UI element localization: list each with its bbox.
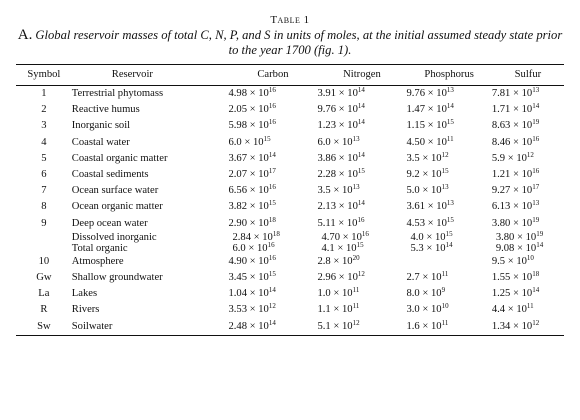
value-nitrogen: $3.91 \times 10^{14}$: [317, 86, 365, 100]
cell-sulfur: [492, 199, 564, 215]
cell-nitrogen: [317, 183, 406, 199]
cell-symbol: 7: [41, 185, 47, 197]
cell-carbon: [228, 151, 317, 167]
value-sulfur: $7.81 \times 10^{13}$: [491, 86, 540, 100]
value-sulfur: $6.13 \times 10^{13}$: [491, 199, 540, 213]
cell-phosphorus: [406, 183, 491, 199]
cell-carbon: [228, 86, 317, 103]
table-subrow-block: [16, 232, 564, 254]
value-phosphorus: $5.0 \times 10^{13}$: [406, 183, 449, 197]
cell-nitrogen: [317, 199, 406, 215]
value-carbon: $2.05 \times 10^{16}$: [228, 102, 276, 116]
value-sulfur: $5.9 \times 10^{12}$: [491, 150, 534, 164]
caption-text: Global reservoir masses of total C, N, P, and S in units of moles, at the initial assumed steady state prior to the year 1700 (fig. 1).: [35, 28, 563, 57]
table-row: [16, 286, 564, 302]
header-carbon: Carbon: [228, 65, 317, 86]
table-row: [16, 302, 564, 318]
cell-reservoir: Reactive humus: [71, 104, 140, 116]
value-carbon: $3.67 \times 10^{14}$: [228, 150, 276, 164]
sub-label: Dissolved inorganic: [71, 231, 157, 243]
value-sulfur: $1.34 \times 10^{12}$: [491, 318, 540, 332]
cell-carbon: [228, 102, 317, 118]
cell-phosphorus: [406, 118, 491, 134]
cell-sulfur: [492, 286, 564, 302]
table-header-row: [16, 65, 564, 86]
cell-sulfur: [492, 254, 564, 270]
cell-symbol: 10: [38, 255, 50, 267]
value-carbon: $2.48 \times 10^{14}$: [228, 318, 276, 332]
cell-sulfur: [492, 151, 564, 167]
cell-nitrogen: [317, 86, 406, 103]
cell-sulfur: [492, 318, 564, 336]
table-row: [16, 183, 564, 199]
cell-sulfur: [492, 183, 564, 199]
value-carbon: $6.56 \times 10^{16}$: [228, 183, 276, 197]
value-nitrogen: $3.86 \times 10^{14}$: [317, 150, 365, 164]
value-nitrogen: $1.0 \times 10^{11}$: [317, 286, 360, 300]
value-sulfur: $1.25 \times 10^{14}$: [491, 286, 540, 300]
value-sulfur: $9.27 \times 10^{17}$: [491, 183, 540, 197]
cell-symbol: Gw: [36, 271, 52, 283]
cell-carbon: [228, 199, 317, 215]
cell-sulfur: [492, 216, 564, 232]
cell-carbon: [228, 135, 317, 151]
value-nitrogen: $2.96 \times 10^{12}$: [317, 269, 365, 283]
cell-reservoir: Coastal sediments: [71, 169, 149, 181]
value-carbon: $3.45 \times 10^{15}$: [228, 269, 276, 283]
cell-symbol: 3: [41, 120, 47, 132]
sub-value-sulfur: $9.08 \times 10^{14}$: [495, 240, 544, 254]
value-carbon: $5.98 \times 10^{16}$: [228, 118, 276, 132]
value-carbon: $4.90 \times 10^{16}$: [228, 253, 276, 267]
value-carbon: $3.82 \times 10^{15}$: [228, 199, 276, 213]
cell-nitrogen: [317, 118, 406, 134]
value-carbon: $3.53 \times 10^{12}$: [228, 302, 276, 316]
cell-reservoir: Terrestrial phytomass: [71, 88, 164, 100]
cell-nitrogen: [317, 270, 406, 286]
cell-symbol: 2: [41, 104, 47, 116]
cell-phosphorus: [406, 302, 491, 318]
cell-reservoir: Soilwater: [72, 318, 229, 336]
table-row: [16, 86, 564, 103]
cell-phosphorus: [406, 135, 491, 151]
cell-symbol: 1: [41, 88, 47, 100]
sub-value-nitrogen: $4.1 \times 10^{15}$: [321, 240, 364, 254]
cell-phosphorus: [406, 86, 491, 103]
cell-carbon: [228, 254, 317, 270]
cell-symbol: 5: [41, 152, 47, 164]
cell-reservoir: Inorganic soil: [71, 120, 131, 132]
cell-symbol: 4: [41, 136, 47, 148]
table-row: [16, 270, 564, 286]
value-phosphorus: $8.0 \times 10^9$: [406, 286, 446, 300]
table-row: [16, 254, 564, 270]
cell-carbon: [228, 270, 317, 286]
table-row: [16, 318, 564, 336]
sub-value-sulfur: $3.80 \times 10^{19}$: [495, 229, 544, 243]
cell-nitrogen: [317, 167, 406, 183]
value-nitrogen: $1.1 \times 10^{11}$: [317, 302, 360, 316]
header-reservoir: Reservoir: [72, 65, 229, 86]
cell-reservoir: Ocean organic matter: [71, 201, 163, 213]
cell-sulfur: [492, 86, 564, 103]
cell-phosphorus: [406, 286, 491, 302]
value-nitrogen: $2.28 \times 10^{15}$: [317, 167, 365, 181]
cell-reservoir: Deep ocean water: [71, 217, 148, 229]
cell-nitrogen: [317, 254, 406, 270]
cell-sub-carbon: [228, 229, 317, 254]
cell-nitrogen: [317, 286, 406, 302]
cell-sulfur: [492, 270, 564, 286]
value-sulfur: $1.21 \times 10^{16}$: [491, 167, 540, 181]
cell-reservoir: Atmosphere: [71, 255, 124, 267]
cell-carbon: [228, 183, 317, 199]
value-phosphorus: $9.2 \times 10^{15}$: [406, 167, 449, 181]
sub-value-phosphorus: $5.3 \times 10^{14}$: [410, 240, 453, 254]
cell-symbol: 6: [41, 169, 47, 181]
cell-carbon: [228, 318, 317, 336]
header-sulfur: Sulfur: [492, 65, 564, 86]
value-phosphorus: $3.5 \times 10^{12}$: [406, 150, 449, 164]
value-phosphorus: $4.53 \times 10^{15}$: [406, 215, 454, 229]
sub-value-nitrogen: $4.70 \times 10^{16}$: [321, 229, 369, 243]
cell-sulfur: [492, 167, 564, 183]
value-sulfur: $3.80 \times 10^{19}$: [491, 215, 540, 229]
value-sulfur: $4.4 \times 10^{11}$: [491, 302, 534, 316]
value-carbon: $1.04 \times 10^{14}$: [228, 286, 276, 300]
value-sulfur: $1.71 \times 10^{14}$: [491, 102, 540, 116]
table-row: [16, 151, 564, 167]
header-phosphorus: Phosphorus: [406, 65, 491, 86]
value-nitrogen: $3.5 \times 10^{13}$: [317, 183, 360, 197]
cell-nitrogen: [317, 151, 406, 167]
cell-sulfur: [492, 118, 564, 134]
sub-value-phosphorus: $4.0 \times 10^{15}$: [410, 229, 453, 243]
cell-phosphorus: [406, 199, 491, 215]
cell-reservoir: Coastal organic matter: [71, 152, 168, 164]
cell-reservoir: Ocean surface water: [71, 185, 159, 197]
value-nitrogen: $2.13 \times 10^{14}$: [317, 199, 365, 213]
cell-sulfur: [492, 135, 564, 151]
cell-sub-labels: [72, 232, 229, 254]
value-phosphorus: $2.7 \times 10^{11}$: [406, 269, 449, 283]
cell-sub-nitrogen: [317, 229, 406, 254]
table-row: [16, 216, 564, 232]
cell-nitrogen: [317, 318, 406, 336]
value-phosphorus: $9.76 \times 10^{13}$: [406, 86, 454, 100]
value-nitrogen: $9.76 \times 10^{14}$: [317, 102, 365, 116]
cell-carbon: [228, 118, 317, 134]
cell-sulfur: [492, 102, 564, 118]
value-carbon: $4.98 \times 10^{16}$: [228, 86, 276, 100]
table-row: [16, 102, 564, 118]
cell-symbol: R: [40, 304, 48, 316]
cell-carbon: [228, 286, 317, 302]
sub-value-carbon: $6.0 \times 10^{16}$: [232, 240, 275, 254]
table-row: [16, 167, 564, 183]
table-label: Table 1: [270, 14, 310, 26]
value-nitrogen: $2.8 \times 10^{20}$: [317, 253, 360, 267]
value-nitrogen: $5.11 \times 10^{16}$: [317, 215, 365, 229]
cell-phosphorus: [406, 167, 491, 183]
value-nitrogen: $6.0 \times 10^{13}$: [317, 134, 360, 148]
cell-symbol: Sw: [16, 318, 72, 336]
table-row: [16, 199, 564, 215]
table-caption: [16, 28, 564, 58]
cell-sub-phosphorus: [406, 229, 491, 254]
value-nitrogen: $5.1 \times 10^{12}$: [317, 318, 360, 332]
value-nitrogen: $1.23 \times 10^{14}$: [317, 118, 365, 132]
value-phosphorus: $1.15 \times 10^{15}$: [406, 118, 454, 132]
cell-carbon: [228, 167, 317, 183]
cell-reservoir: Shallow groundwater: [71, 271, 163, 283]
cell-symbol: 8: [41, 201, 47, 213]
value-carbon: $2.07 \times 10^{17}$: [228, 167, 276, 181]
header-nitrogen: Nitrogen: [317, 65, 406, 86]
cell-symbol: 9: [41, 217, 47, 229]
sub-value-carbon: $2.84 \times 10^{18}$: [232, 229, 280, 243]
table-row: [16, 135, 564, 151]
cell-nitrogen: [317, 135, 406, 151]
cell-reservoir: Coastal water: [71, 136, 130, 148]
table-body: [16, 86, 564, 336]
value-phosphorus: $1.47 \times 10^{14}$: [406, 102, 454, 116]
sub-label: Total organic: [71, 242, 128, 254]
cell-carbon: [228, 302, 317, 318]
value-phosphorus: $4.50 \times 10^{11}$: [406, 134, 454, 148]
cell-reservoir: Rivers: [71, 304, 100, 316]
value-sulfur: $8.63 \times 10^{19}$: [491, 118, 540, 132]
value-phosphorus: $3.61 \times 10^{13}$: [406, 199, 454, 213]
value-phosphorus: $1.6 \times 10^{11}$: [406, 318, 449, 332]
header-symbol: Symbol: [16, 65, 72, 86]
value-sulfur: $8.46 \times 10^{16}$: [491, 134, 540, 148]
cell-phosphorus: [406, 318, 491, 336]
cell-phosphorus: [406, 254, 491, 270]
cell-nitrogen: [317, 102, 406, 118]
cell-symbol: [16, 232, 72, 254]
value-sulfur: $9.5 \times 10^{10}$: [491, 253, 534, 267]
value-carbon: $6.0 \times 10^{15}$: [228, 134, 271, 148]
cell-reservoir: Lakes: [71, 288, 98, 300]
table-row: [16, 118, 564, 134]
cell-symbol: La: [38, 288, 50, 300]
cell-sulfur: [492, 302, 564, 318]
cell-phosphorus: [406, 270, 491, 286]
reservoir-table: [16, 64, 564, 336]
value-carbon: $2.90 \times 10^{18}$: [228, 215, 276, 229]
value-phosphorus: $3.0 \times 10^{10}$: [406, 302, 449, 316]
cell-sub-sulfur: [492, 229, 564, 254]
cell-phosphorus: [406, 151, 491, 167]
value-sulfur: $1.55 \times 10^{18}$: [491, 269, 540, 283]
cell-nitrogen: [317, 302, 406, 318]
cell-phosphorus: [406, 102, 491, 118]
caption-lead: A.: [17, 27, 33, 43]
